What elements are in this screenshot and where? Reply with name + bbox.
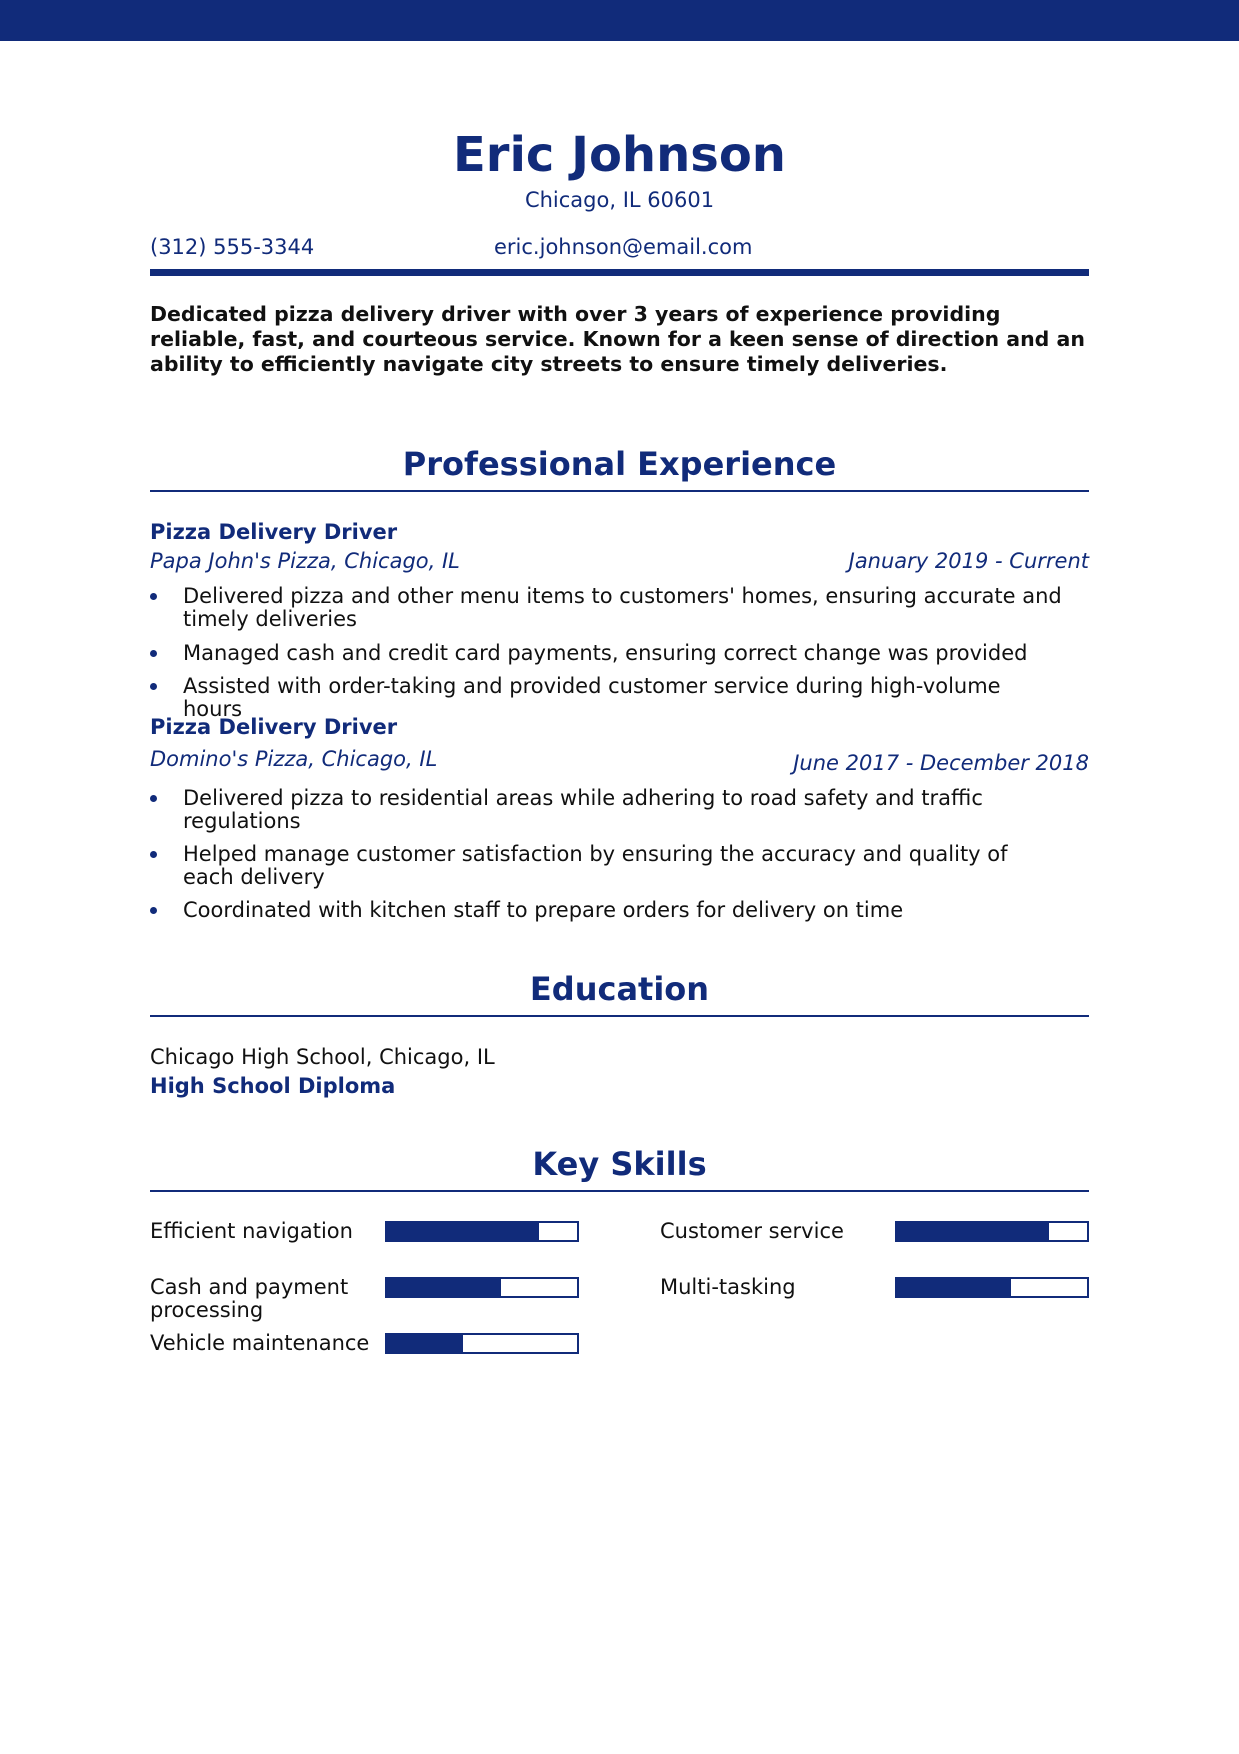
candidate-location: Chicago, IL 60601	[524, 188, 715, 212]
bullet-icon	[150, 851, 157, 858]
job-bullet: Delivered pizza and other menu items to customers' homes, ensuring accurate and timely deliveries	[150, 585, 1089, 631]
job-bullet: Delivered pizza to residential areas while adhering to road safety and traffic regulations	[150, 787, 1089, 833]
experience-divider	[150, 490, 1089, 492]
bullet-icon	[150, 650, 157, 657]
top-accent-bar	[0, 0, 1239, 41]
job-title: Pizza Delivery Driver	[150, 715, 398, 739]
skill-label: Multi-tasking	[660, 1275, 796, 1299]
job-bullet: Managed cash and credit card payments, ensuring correct change was provided	[150, 642, 1089, 665]
job-title: Pizza Delivery Driver	[150, 520, 398, 544]
skill-label: Efficient navigation	[150, 1219, 353, 1243]
skill-level-fill	[897, 1279, 1011, 1296]
experience-heading: Professional Experience	[402, 445, 837, 483]
job-dates: June 2017 - December 2018	[793, 751, 1089, 775]
job-bullet: Helped manage customer satisfaction by ensuring the accuracy and quality of each delivery	[150, 843, 1089, 889]
skill-label: Vehicle maintenance	[150, 1331, 370, 1355]
skill-level-bar	[385, 1333, 579, 1354]
candidate-name: Eric Johnson	[453, 127, 786, 183]
bullet-icon	[150, 683, 157, 690]
header-divider	[150, 269, 1089, 276]
skill-level-bar	[895, 1221, 1089, 1242]
skill-label: Cash and payment processing	[150, 1275, 349, 1322]
candidate-phone[interactable]: (312) 555-3344	[150, 235, 315, 259]
skill-level-fill	[387, 1223, 539, 1240]
bullet-icon	[150, 795, 157, 802]
job-company: Domino's Pizza, Chicago, IL	[150, 747, 438, 771]
job-company: Papa John's Pizza, Chicago, IL	[150, 549, 460, 573]
job-bullet: Assisted with order-taking and provided customer service during high-volume hours	[150, 675, 1089, 721]
candidate-email[interactable]: eric.johnson@email.com	[494, 235, 753, 259]
bullet-icon	[150, 907, 157, 914]
professional-summary: Dedicated pizza delivery driver with over 3 years of experience providing reliable, fast, and courteous service. Known for a keen sense of direction and an ability to efficiently navigate city streets to ensure timely deliveries.	[150, 302, 1085, 376]
bullet-icon	[150, 593, 157, 600]
skills-divider	[150, 1190, 1089, 1192]
skill-level-fill	[387, 1335, 463, 1352]
job-bullet: Coordinated with kitchen staff to prepare orders for delivery on time	[150, 899, 1089, 922]
skill-level-bar	[385, 1277, 579, 1298]
degree: High School Diploma	[150, 1074, 396, 1098]
job-dates: January 2019 - Current	[848, 549, 1089, 573]
skills-heading: Key Skills	[532, 1145, 707, 1183]
skill-level-bar	[895, 1277, 1089, 1298]
education-heading: Education	[529, 970, 710, 1008]
school-name: Chicago High School, Chicago, IL	[150, 1045, 495, 1069]
skill-level-bar	[385, 1221, 579, 1242]
skill-level-fill	[897, 1223, 1049, 1240]
education-divider	[150, 1015, 1089, 1017]
skill-label: Customer service	[660, 1219, 844, 1243]
skill-level-fill	[387, 1279, 501, 1296]
